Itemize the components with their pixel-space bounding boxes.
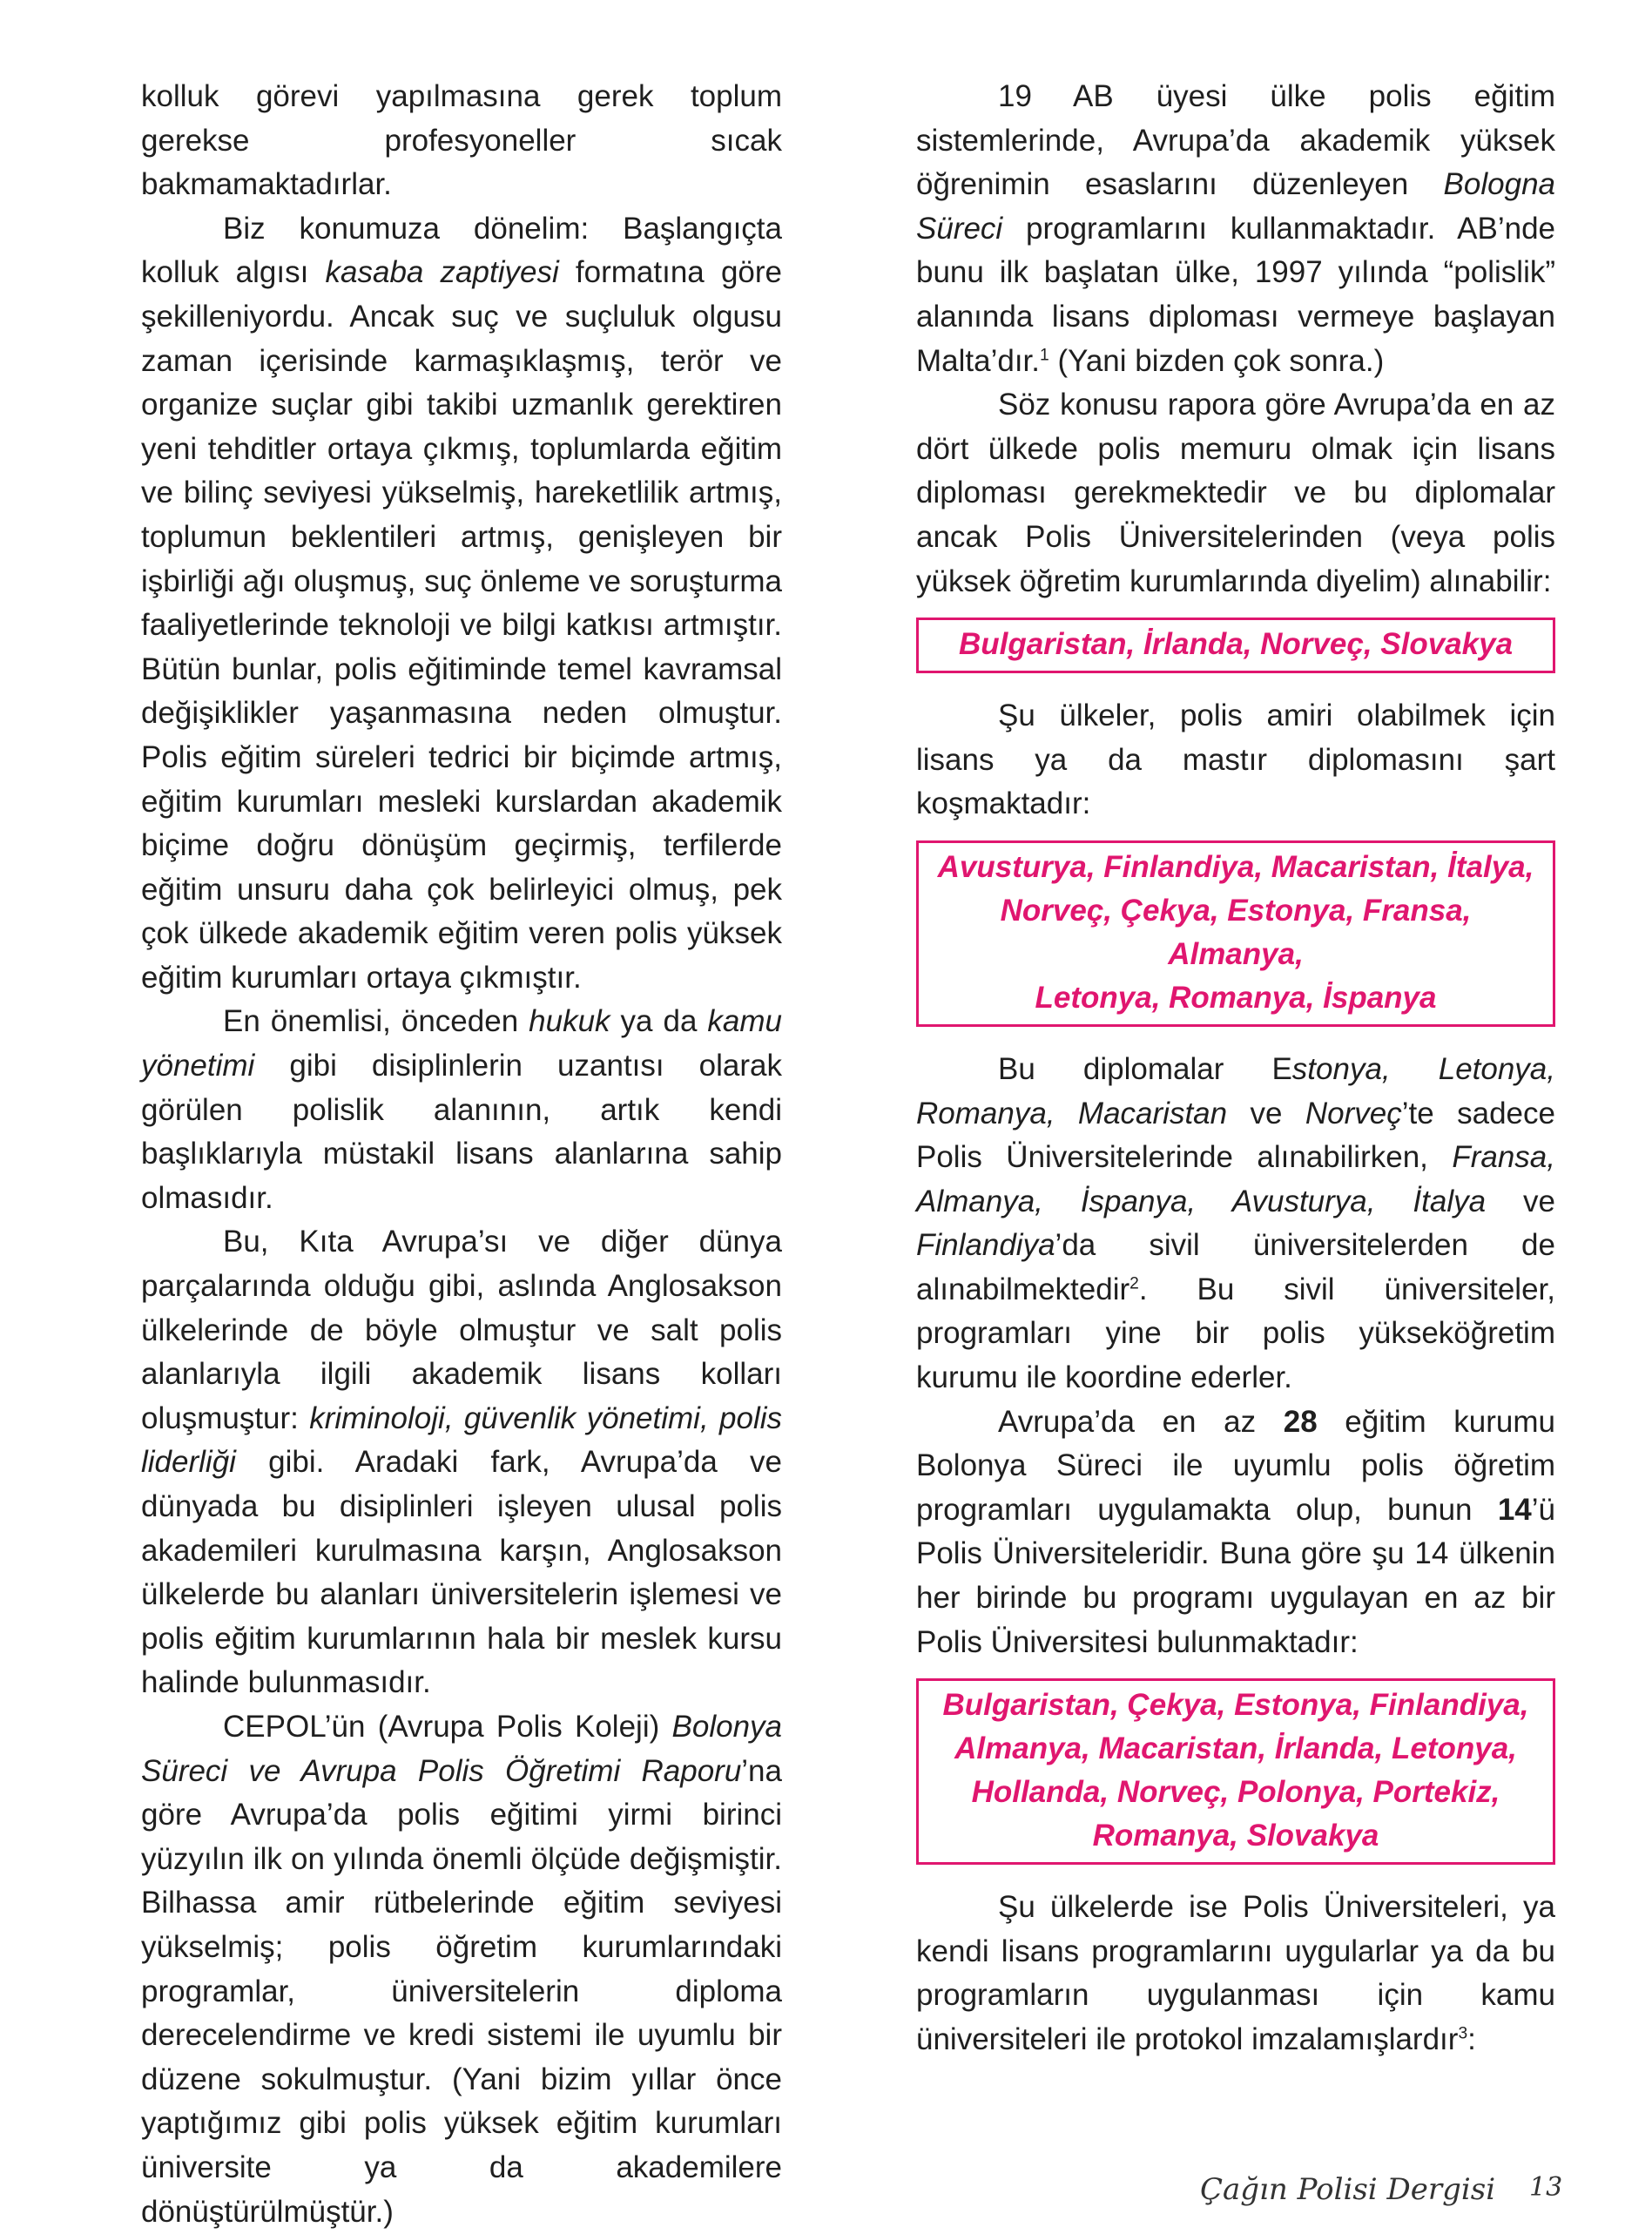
highlight-box-countries [916, 618, 1555, 673]
box-line: Almanya, Macaristan, İrlanda, Letonya, [954, 1731, 1517, 1766]
footnote-ref: 1 [1040, 345, 1049, 364]
paragraph: kolluk görevi yapılmasına gerek toplum gerekse profesyoneller sıcak bakmamaktadırlar. [141, 79, 782, 202]
page-number: 13 [1529, 2172, 1563, 2203]
paragraph: Söz konusu rapora göre Avrupa’da en az dört ülkede polis memuru olmak için lisans diploması gerekmektedir ve bu diplomalar ancak Polis Üniversitelerinden (veya polis yüksek öğretim kurumlarında diyelim) alınabilir: [916, 388, 1555, 598]
paragraph: Bu, Kıta Avrupa’sı ve diğer dünya parçalarında olduğu gibi, aslında Anglosakson ülkelerinde de böyle olmuştur ve salt polis alanlarıyla ilgili akademik lisans kolları oluşmuştur: kriminoloji, güvenlik yönetimi, polis liderliği gibi. Aradaki fark, Avrupa’da ve dünyada bu disiplinleri işleyen ulusal polis akademileri kurulmasına karşın, Anglosakson ülkelerde bu alanları üniversitelerin işlemesi ve polis eğitim kurumlarının hala bir meslek kursu halinde bulunmasıdır. [141, 1225, 782, 1700]
paragraph: En önemlisi, önceden hukuk ya da kamu yönetimi gibi disiplinlerin uzantısı olarak görülen polislik alanının, artık kendi başlıklarıyla müstakil lisans alanlarına sahip olmasıdır. [141, 1004, 782, 1215]
box-line: Avusturya, Finlandiya, Macaristan, İtalya, [937, 849, 1534, 884]
paragraph: Şu ülkelerde ise Polis Üniversiteleri, ya kendi lisans programlarını uygularlar ya da bu programların uygulanması için kamu üniversiteleri ile protokol imzalamışlardır$^3$: [916, 1890, 1555, 2056]
highlight-box-countries [916, 1678, 1555, 1865]
paragraph: CEPOL’ün (Avrupa Polis Koleji) Bolonya Süreci ve Avrupa Polis Öğretimi Raporu’na göre Avrupa’da polis eğitimi yirmi birinci yüzyılın ilk on yılında önemli ölçüde değişmiştir. Bilhassa amir rütbelerinde eğitim seviyesi yükselmiş; polis öğretim kurumlarındaki programlar, üniversitelerin diploma derecelendirme ve kredi sistemi ile uyumlu bir düzene sokulmuştur. (Yani bizim yıllar önce yaptığımız gibi polis yüksek eğitim kurumları üniversite ya da akademilere dönüştürülmüştür.) [141, 1709, 782, 2229]
paragraph: Biz konumuza dönelim: Başlangıçta kolluk algısı kasaba zaptiyesi formatına göre şekilleniyordu. Ancak suç ve suçluluk olgusu zaman içerisinde karmaşıklaşmış, terör ve organize suçlar gibi takibi uzmanlık gerektiren yeni tehditler ortaya çıkmış, toplumlarda eğitim ve bilinç seviyesi yükselmiş, hareketlilik artmış, toplumun beklentileri artmış, genişleyen bir işbirliği ağı oluşmuş, suç önleme ve soruşturma faaliyetlerinde teknoloji ve bilgi katkısı artmıştır. Bütün bunlar, polis eğitiminde temel kavramsal değişiklikler yaşanmasına neden olmuştur. Polis eğitim süreleri tedrici bir biçimde artmış, eğitim kurumları mesleki kurslardan akademik biçime doğru dönüşüm geçirmiş, terfilerde eğitim unsuru daha çok belirleyici olmuş, pek çok ülkede akademik eğitim veren polis yüksek eğitim kurumları ortaya çıkmıştır. [141, 211, 782, 995]
right-column [916, 75, 1555, 2062]
box-line: Norveç, Çekya, Estonya, Fransa, Almanya, [1000, 893, 1472, 971]
footnote-ref: 2 [1129, 1274, 1139, 1293]
paragraph: Şu ülkeler, polis amiri olabilmek için lisans ya da mastır diplomasını şart koşmaktadır: [916, 699, 1555, 821]
box-line: Romanya, Slovakya [1092, 1819, 1379, 1853]
box-line: Letonya, Romanya, İspanya [1035, 980, 1437, 1015]
magazine-name: Çağın Polisi Dergisi [1200, 2172, 1496, 2207]
box-line: Bulgaristan, Çekya, Estonya, Finlandiya, [942, 1688, 1529, 1723]
paragraph: 19 AB üyesi ülke polis eğitim sistemlerinde, Avrupa’da akademik yüksek öğrenimin esaslarını düzenleyen Bologna Süreci programlarını kullanmaktadır. AB’nde bunu ilk başlatan ülke, 1997 yılında “polislik” alanında lisans diploması vermeye başlayan Malta’dır.$^1$ (Yani bizden çok sonra.) [916, 79, 1555, 378]
paragraph: Bu diplomalar Estonya, Letonya, Romanya, Macaristan ve Norveç’te sadece Polis Üniversitelerinde alınabilirken, Fransa, Almanya, İspanya, Avusturya, İtalya ve Finlandiya’da sivil üniversitelerden de alınabilmektedir$^2$. Bu sivil üniversiteler, programları yine bir polis yükseköğretim kurumu ile koordine ederler. [916, 1051, 1555, 1395]
box-line: Bulgaristan, İrlanda, Norveç, Slovakya [958, 627, 1514, 662]
box-line: Hollanda, Norveç, Polonya, Portekiz, [971, 1775, 1500, 1810]
footnote-ref: 3 [1458, 2024, 1468, 2043]
left-column [141, 75, 782, 2234]
highlight-box-countries [916, 840, 1555, 1027]
paragraph: Avrupa’da en az 28 eğitim kurumu Bolonya Süreci ile uyumlu polis öğretim programları uygulamakta olup, bunun 14’ü Polis Üniversiteleridir. Buna göre şu 14 ülkenin her birinde bu programı uygulayan en az bir Polis Üniversitesi bulunmaktadır: [916, 1404, 1555, 1659]
